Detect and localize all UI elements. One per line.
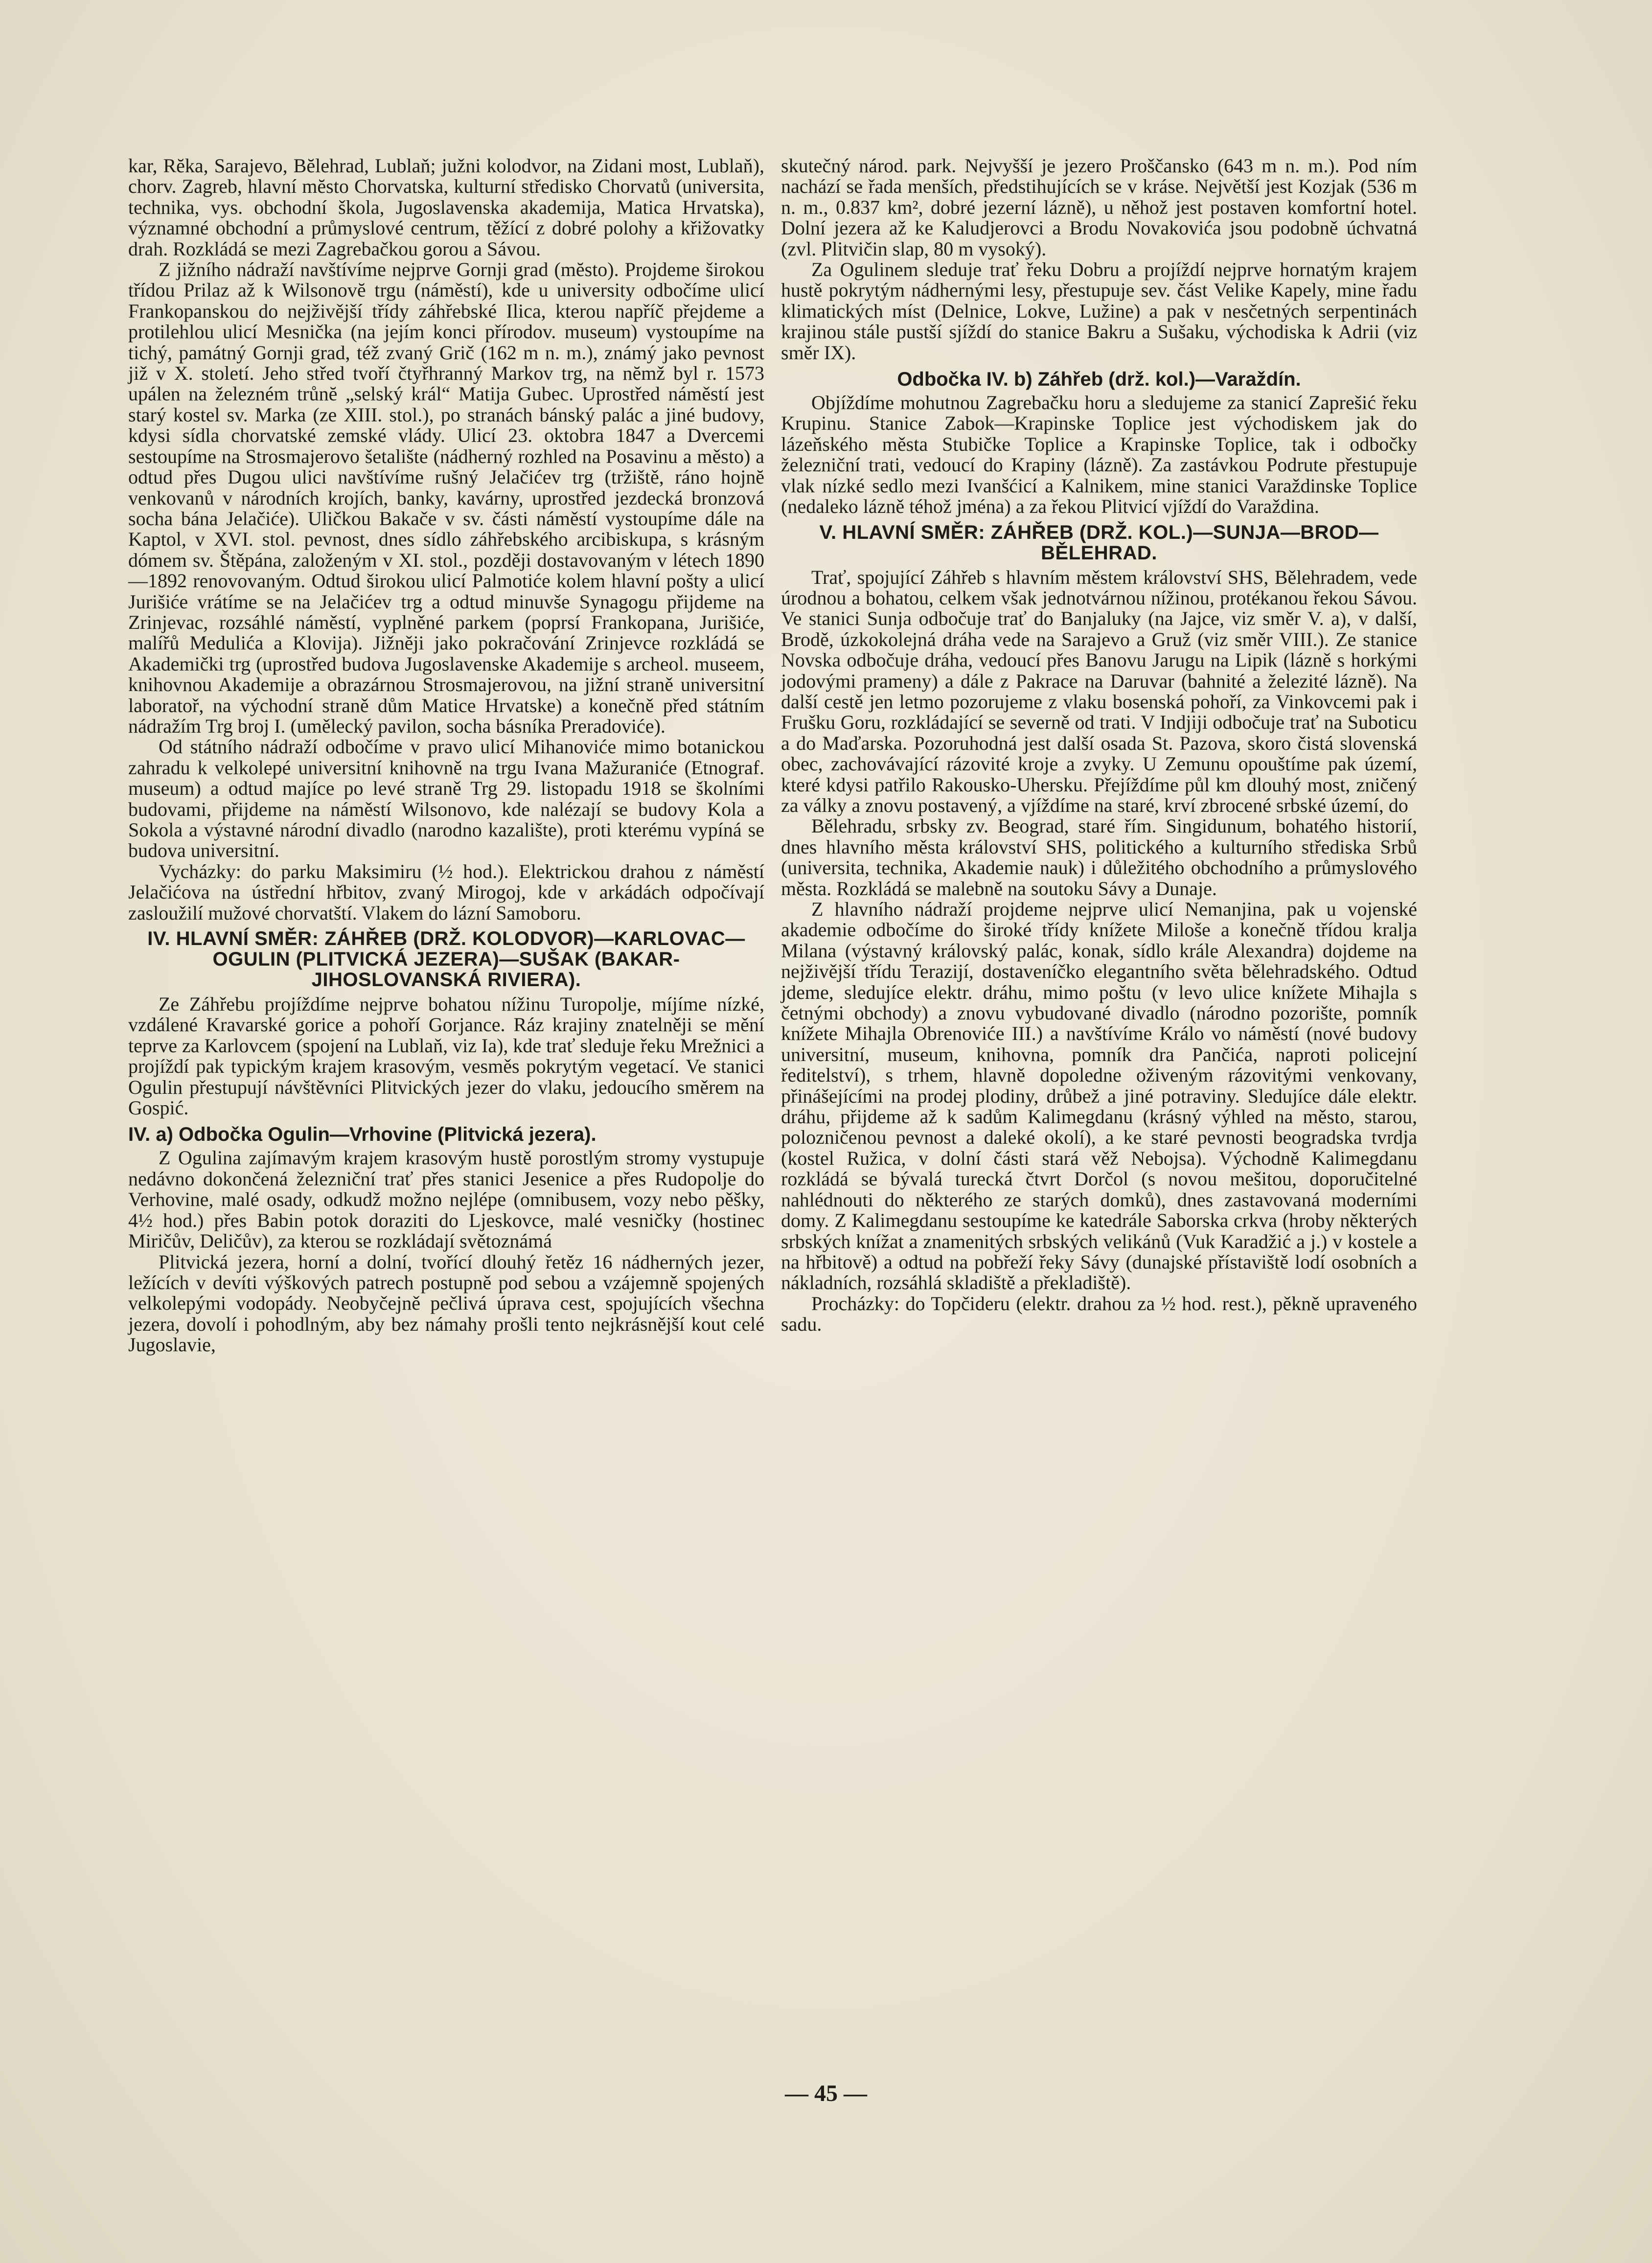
paragraph: Plitvická jezera, horní a dolní, tvořící dlouhý řetěz 16 nádherných jezer, ležících v devíti výškových patrech postupně pod sebou a vzájemně spojených velkolepými vodopády. Neobyčejně pečlivá úprava cest, spojujících všechna jezera, dovolí i pohodlným, aby bez námahy prošli tento nejkrásnější kout celé Jugoslavie,	[128, 1250, 764, 1356]
page-number: — 45 —	[785, 2080, 867, 2106]
subsection-heading-iv-a: IV. a) Odbočka Ogulin—Vrhovine (Plitvická jezera).	[128, 1124, 597, 1146]
left-column	[128, 156, 764, 1356]
paragraph: Za Ogulinem sleduje trať řeku Dobru a projíždí nejprve hornatým krajem hustě pokrytým nádhernými lesy, přestupuje sev. část Velike Kapely, mine řadu klimatických míst (Delnice, Lokve, Lužine) a pak v nesčetných serpentinách krajinou stále pustší sjíždí do stanice Bakru a Sušaku, východiska k Adrii (viz směr IX).	[781, 258, 1417, 364]
paragraph: Procházky: do Topčideru (elektr. drahou za ½ hod. rest.), pěkně upraveného sadu.	[781, 1292, 1417, 1336]
paragraph: Od státního nádraží odbočíme v pravo ulicí Mihanoviće mimo botanickou zahradu k velkolepé universitní knihovně na trgu Ivana Mažuraniće (Etnograf. museum) a odtud majíce po levé straně Trg 29. listopadu 1918 se školními budovami, přijdeme na náměstí Wilsonovo, kde nalézají se budovy Kola a Sokola a výstavné národní divadlo (narodno kazalište), proti kterému vypíná se budova universitní.	[128, 736, 764, 862]
paragraph: Z Ogulina zajímavým krajem krasovým hustě porostlým stromy vystupuje nedávno dokončená železniční trať přes stanici Jesenice a přes Rudopolje do Verhovine, malé osady, odkudž možno nejlépe (omnibusem, vozy nebo pěšky, 4½ hod.) přes Babin potok doraziti do Ljeskovce, malé vesničky (hostinec Miričův, Deličův), za kterou se rozkládají světoznámá	[128, 1147, 764, 1252]
right-column	[781, 156, 1417, 1335]
paragraph: kar, Rĕka, Sarajevo, Bĕlehrad, Lublaň; južni kolodvor, na Zidani most, Lublaň), chorv. Zagreb, hlavní mĕsto Chorvatska, kulturní středisko Chorvatů (universita, technika, vys. obchodní škola, Jugoslavenska akademija, Matica Hrvatska), významné obchodní a průmyslové centrum, těžící z dobré polohy a křižovatky drah. Rozkládá se mezi Zagrebačkou gorou a Sávou.	[128, 155, 764, 260]
paragraph: Z jižního nádraží navštívíme nejprve Gornji grad (mĕsto). Projdeme širokou třídou Prilaz až k Wilsonovĕ trgu (náměstí), kde u university odbočíme ulicí Frankopanskou do nejživější třídy záhřebské Ilica, kterou napříč přejdeme a protilehlou ulicí Mesnička (na jejím konci přírodov. museum) vystoupíme na tichý, památný Gornji grad, též zvaný Grič (162 m n. m.), známý jako pevnost již v X. století. Jeho střed tvoří čtyřhranný Markov trg, na nĕmž byl r. 1573 upálen na železném trůnĕ „selský král“ Matija Gubec. Uprostřed náměstí jest starý kostel sv. Marka (ze XIII. stol.), po stranách bánský palác a jiné budovy, kdysi sídla chorvatské zemské vlády. Ulicí 23. oktobra 1847 a Dvercemi sestoupíme na Strosmajerovo šetalište (nádherný rozhled na Posavinu a město) a odtud přes Dugou ulici navštívíme rušný Jelačićev trg (tržiště, ráno hojnĕ venkovanů v národních krojích, banky, kavárny, uprostřed jezdecká bronzová socha bána Jelačiće). Uličkou Bakače v sv. části náměstí vystoupíme dále na Kaptol, v XVI. stol. pevnost, dnes sídlo záhřebského arcibiskupa, s krásným dómem sv. Štěpána, založeným v XI. stol., později dostavovaným v létech 1890—1892 renovovaným. Odtud širokou ulicí Palmotiće kolem hlavní pošty a ulicí Jurišiće vrátíme se na Jelačićev trg a odtud minuvše Synagogu přijdeme na Zrinjevac, rozsáhlé náměstí, vyplněné parkem (poprsí Frankopana, Jurišiće, malířů Medulića a Klovija). Jižněji jako pokračování Zrinjevce rozkládá se Akademički trg (uprostřed budova Jugoslavenske Akademije s archeol. museem, knihovnou Akademije a obrazárnou Strosmajerovou, na jižní straně universitní laboratoř, na východní straně dům Matice Hrvatske) a konečně před státním nádražím Trg broj I. (umělecký pavilon, socha básníka Preradoviće).	[128, 258, 764, 737]
paragraph: Vycházky: do parku Maksimiru (½ hod.). Elektrickou drahou z náměstí Jelačićova na ústřední hřbitov, zvaný Mirogoj, kde v arkádách odpočívají zasloužilí mužové chorvatští. Vlakem do lázní Samoboru.	[128, 860, 764, 924]
paragraph: Objíždíme mohutnou Zagrebačku horu a sledujeme za stanicí Zaprešić řeku Krupinu. Stanice Zabok—Krapinske Toplice jest východiskem jak do lázeňského města Stubičke Toplice a Krapinske Toplice, tak i odbočky železniční trati, vedoucí do Krapiny (lázně). Za zastávkou Podrute přestupuje vlak nízké sedlo mezi Ivanšćicí a Kalnikem, mine stanici Varaždinske Toplice (nedaleko lázně téhož jména) a za řekou Plitvicí vjíždí do Varaždina.	[781, 392, 1417, 518]
paragraph: Bělehradu, srbsky zv. Beograd, staré řím. Singidunum, bohatého historií, dnes hlavního města království SHS, politického a kulturního střediska Srbů (universita, technika, Akademie nauk) i důležitého obchodního a průmyslového města. Rozkládá se malebně na soutoku Sávy a Dunaje.	[781, 815, 1417, 900]
paragraph: Ze Záhřebu projíždíme nejprve bohatou nížinu Turopolje, míjíme nízké, vzdálené Kravarské gorice a pohoří Gorjance. Ráz krajiny znatelněji se mění teprve za Karlovcem (spojení na Lublaň, viz Ia), kde trať sleduje řeku Mrežnici a projíždí pak typickým krajem krasovým, vesměs pokrytým vegetací. Ve stanici Ogulin přestupují návštěvníci Plitvických jezer do vlaku, jedoucího směrem na Gospić.	[128, 993, 764, 1119]
section-heading-iv: IV. HLAVNÍ SMĚR: ZÁHŘEB (DRŽ. KOLODVOR)—KARLOVAC—OGULIN (PLITVICKÁ JEZERA)—SUŠAK (BAKAR-JIHOSLOVANSKÁ RIVIERA).	[147, 928, 745, 991]
subsection-heading-iv-b: Odbočka IV. b) Záhřeb (drž. kol.)—Varaždín.	[897, 369, 1301, 391]
paragraph: skutečný národ. park. Nejvyšší je jezero Proščansko (643 m n. m.). Pod ním nachází se řada menších, předstihujících se v kráse. Největší jest Kozjak (536 m n. m., 0.837 km², dobré jezerní lázně), u něhož jest postaven komfortní hotel. Dolní jezera až ke Kaludjerovci a Brodu Novakovića jsou podobně úchvatná (zvl. Plitvičin slap, 80 m vysoký).	[781, 155, 1417, 260]
paragraph: Z hlavního nádraží projdeme nejprve ulicí Nemanjina, pak u vojenské akademie odbočíme do široké třídy knížete Miloše a konečně třídou kralja Milana (výstavný královský palác, konak, sídlo krále Alexandra) dojdeme na nejživější třídu Terazijí, dostaveníčko elegantního světa bělehradského. Odtud jdeme, sledujíce elektr. dráhu, mimo poštu (v levo ulice knížete Mihajla s četnými obchody) a znovu vybudované divadlo (národno pozorište, pomník knížete Mihajla Obrenoviće III.) a navštívíme Králo vo náměstí (nové budovy universitní, museum, knihovna, pomník dra Pančića, naproti policejní ředitelství), s trhem, hlavně dopoledne oživeným rázovitými venkovany, přinášejícími na prodej plodiny, drůbež a jiné potraviny. Sledujíce dále elektr. dráhu, přijdeme až k sadům Kalimegdanu (krásný výhled na město, starou, polozničenou pevnost a daleké okolí), a ke staré pevnosti beogradska tvrdja (kostel Ružica, v dolní části stará věž Nebojsa). Východně Kalimegdanu rozkládá se bývalá turecká čtvrt Dorčol (s novou mešitou, doporučitelné nahlédnouti do některého ze starých domků), dnes zastavovaná moderními domy. Z Kalimegdanu sestoupíme ke katedrále Saborska crkva (hroby některých srbských knížat a znamenitých srbských velikánů (Vuk Karadžić a j.) v kostele a na hřbitově) a odtud na pobřeží řeky Sávy (dunajské přístaviště lodí osobních a nákladních, rozsáhlá skladiště a překladiště).	[781, 898, 1417, 1294]
section-heading-v: V. HLAVNÍ SMĚR: ZÁHŘEB (DRŽ. KOL.)—SUNJA—BROD—BĚLEHRAD.	[819, 521, 1379, 564]
paragraph: Trať, spojující Záhřeb s hlavním městem království SHS, Bělehradem, vede úrodnou a bohatou, celkem však jednotvárnou nížinou, protékanou řekou Sávou. Ve stanici Sunja odbočuje trať do Banjaluky (na Jajce, viz směr V. a), v další, Brodě, úzkokolejná dráha vede na Sarajevo a Gruž (viz směr VIII.). Ze stanice Novska odbočuje dráha, vedoucí přes Banovu Jarugu na Lipik (lázně s horkými jodovými prameny) a dále z Pakrace na Daruvar (bahnité a železité lázně). Na další cestě jen letmo pozorujeme z vlaku bosenská pohoří, za Vinkovcemi pak i Frušku Goru, rozkládající se severně od trati. V Indjiji odbočuje trať na Suboticu a do Maďarska. Pozoruhodná jest další osada St. Pazova, skoro čistá slovenská obec, zachovávající rázovité kroje a zvyky. U Zemunu opouštíme pak území, které kdysi patřilo Rakousko-Uhersku. Přejíždíme půl km dlouhý most, zničený za války a znovu postavený, a vjíždíme na staré, krví zbrocené srbské území, do	[781, 566, 1417, 816]
